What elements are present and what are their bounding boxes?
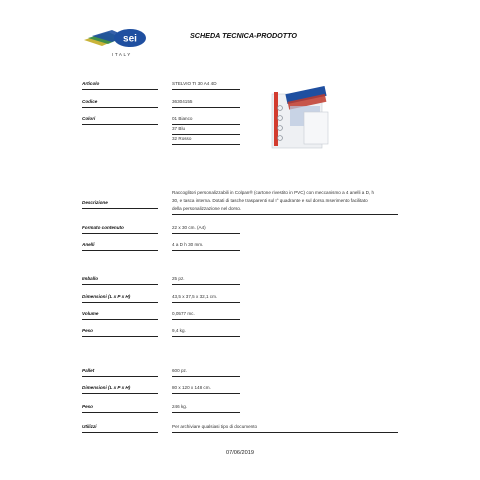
logo-italy-text: ITALY xyxy=(112,52,132,57)
label-imballo: Imballo xyxy=(82,276,99,281)
value-peso-imballo: 9,4 kg. xyxy=(172,328,186,333)
value-dimensioni-pallet: 80 x 120 x 148 cm. xyxy=(172,385,211,390)
label-peso-pallet: Peso xyxy=(82,404,93,409)
product-binder-image xyxy=(268,86,334,152)
descrizione-line: della personalizzazione nel dorso. xyxy=(172,205,242,211)
rule xyxy=(172,89,240,90)
rule xyxy=(172,432,398,433)
rule xyxy=(82,319,158,320)
label-pallet: Pallet xyxy=(82,368,95,373)
logo-text: sei xyxy=(123,33,137,45)
rule xyxy=(172,233,240,234)
rule xyxy=(82,233,158,234)
rule xyxy=(172,302,240,303)
value-imballo: 25 pz. xyxy=(172,276,185,281)
rule xyxy=(172,250,240,251)
rule xyxy=(82,393,158,394)
rule xyxy=(172,319,240,320)
rule xyxy=(172,393,240,394)
label-codice: Codice xyxy=(82,99,98,104)
value-utilizzi: Per archiviare qualsiasi tipo di documento xyxy=(172,424,258,429)
label-dimensioni-imballo: Dimensioni (L x P x H) xyxy=(82,294,131,299)
rule xyxy=(82,376,158,377)
value-pallet: 600 pz. xyxy=(172,368,188,373)
rule xyxy=(172,134,240,135)
value-descrizione xyxy=(172,189,398,212)
label-descrizione: Descrizione xyxy=(82,200,108,205)
rule xyxy=(82,336,158,337)
label-anelli: Anelli xyxy=(82,242,95,247)
rule xyxy=(82,107,158,108)
rule xyxy=(82,89,158,90)
value-colore-2: 37 Blu xyxy=(172,126,186,131)
rule xyxy=(172,412,240,413)
value-dimensioni-imballo: 43,5 x 37,5 x 32,1 cm. xyxy=(172,294,218,299)
descrizione-line: 30, e tasca interna. Dotati di tasche trasparenti sul I° quadrante e sul dorso.Inserimento facilitato xyxy=(172,197,368,203)
label-dimensioni-pallet: Dimensioni (L x P x H) xyxy=(82,385,131,390)
rule xyxy=(82,208,158,209)
value-anelli: 4 a D h 30 mm. xyxy=(172,242,204,247)
value-volume: 0,0577 mc. xyxy=(172,311,195,316)
value-peso-pallet: 246 kg. xyxy=(172,404,188,409)
label-colori: Colori xyxy=(82,116,96,121)
value-colore-1: 01 Bianco xyxy=(172,116,193,121)
value-articolo: STELVIO TI 30 A4 4D xyxy=(172,81,217,86)
rule xyxy=(82,124,158,125)
rule xyxy=(172,124,240,125)
rule xyxy=(172,214,398,215)
label-utilizzi: Utilizzi xyxy=(82,424,97,429)
sheet-title: SCHEDA TECNICA-PRODOTTO xyxy=(190,31,298,40)
rule xyxy=(82,250,158,251)
rule xyxy=(172,107,240,108)
value-codice: 36304155 xyxy=(172,99,193,104)
rule xyxy=(172,336,240,337)
rule xyxy=(82,432,158,433)
label-volume: Volume xyxy=(82,311,99,316)
label-articolo: Articolo xyxy=(82,81,100,86)
rule xyxy=(82,284,158,285)
rule xyxy=(82,412,158,413)
value-colore-3: 32 Rosso xyxy=(172,136,192,141)
rule xyxy=(82,302,158,303)
descrizione-line: Raccoglitori personalizzabili in Colpan® (cartone rivestito in PVC) con meccanismo a 4 anelli a D, h xyxy=(172,190,375,195)
footer-date: 07/06/2019 xyxy=(226,450,254,456)
rule xyxy=(172,284,240,285)
label-peso-imballo: Peso xyxy=(82,328,93,333)
value-formato: 22 x 30 cm. (A4) xyxy=(172,225,206,230)
rule xyxy=(172,144,240,145)
label-formato: Formato contenuto xyxy=(82,225,124,230)
rule xyxy=(172,376,240,377)
